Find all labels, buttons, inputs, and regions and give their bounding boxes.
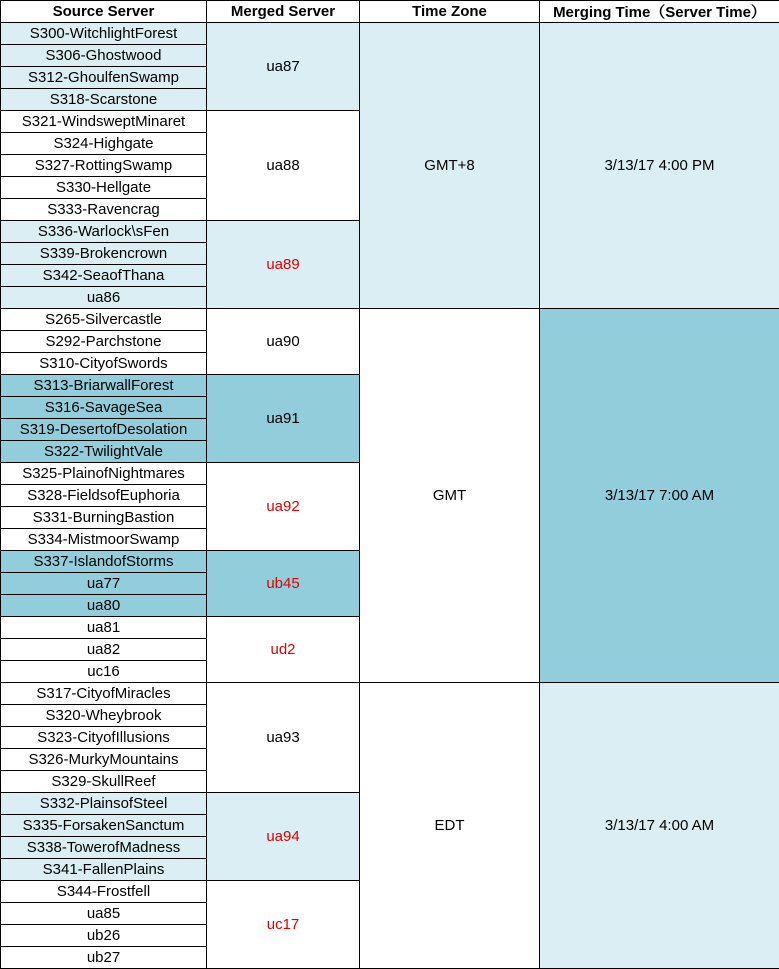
header-merging-time: Merging Time（Server Time） bbox=[540, 1, 779, 23]
source-server-cell: ua81 bbox=[1, 617, 207, 639]
table-row bbox=[1, 309, 779, 331]
source-server-cell: S316-SavageSea bbox=[1, 397, 207, 419]
source-server-cell: S321-WindsweptMinaret bbox=[1, 111, 207, 133]
source-server-cell: S322-TwilightVale bbox=[1, 441, 207, 463]
merging-time-cell: 3/13/17 7:00 AM bbox=[540, 309, 779, 683]
source-server-cell: S344-Frostfell bbox=[1, 881, 207, 903]
source-server-cell: S265-Silvercastle bbox=[1, 309, 207, 331]
source-server-cell: S339-Brokencrown bbox=[1, 243, 207, 265]
source-server-cell: S328-FieldsofEuphoria bbox=[1, 485, 207, 507]
source-server-cell: ub26 bbox=[1, 925, 207, 947]
header-source-server: Source Server bbox=[1, 1, 207, 23]
merged-server-cell: uc17 bbox=[207, 881, 360, 969]
source-server-cell: S331-BurningBastion bbox=[1, 507, 207, 529]
source-server-cell: S342-SeaofThana bbox=[1, 265, 207, 287]
source-server-cell: S324-Highgate bbox=[1, 133, 207, 155]
table-row bbox=[1, 23, 779, 45]
time-zone-cell: EDT bbox=[360, 683, 540, 969]
source-server-cell: S306-Ghostwood bbox=[1, 45, 207, 67]
source-server-cell: S336-Warlock\sFen bbox=[1, 221, 207, 243]
time-zone-cell: GMT+8 bbox=[360, 23, 540, 309]
source-server-cell: S330-Hellgate bbox=[1, 177, 207, 199]
merging-time-cell: 3/13/17 4:00 AM bbox=[540, 683, 779, 969]
source-server-cell: S335-ForsakenSanctum bbox=[1, 815, 207, 837]
source-server-cell: S292-Parchstone bbox=[1, 331, 207, 353]
source-server-cell: S318-Scarstone bbox=[1, 89, 207, 111]
merged-server-cell: ua90 bbox=[207, 309, 360, 375]
time-zone-cell: GMT bbox=[360, 309, 540, 683]
table-body bbox=[1, 23, 779, 969]
merged-server-cell: ua92 bbox=[207, 463, 360, 551]
source-server-cell: S333-Ravencrag bbox=[1, 199, 207, 221]
source-server-cell: S326-MurkyMountains bbox=[1, 749, 207, 771]
merged-server-cell: ua91 bbox=[207, 375, 360, 463]
source-server-cell: S313-BriarwallForest bbox=[1, 375, 207, 397]
merging-time-cell: 3/13/17 4:00 PM bbox=[540, 23, 779, 309]
source-server-cell: S341-FallenPlains bbox=[1, 859, 207, 881]
source-server-cell: uc16 bbox=[1, 661, 207, 683]
merged-server-cell: ua94 bbox=[207, 793, 360, 881]
source-server-cell: ua82 bbox=[1, 639, 207, 661]
source-server-cell: ua80 bbox=[1, 595, 207, 617]
header-row bbox=[1, 1, 779, 23]
source-server-cell: S327-RottingSwamp bbox=[1, 155, 207, 177]
source-server-cell: S323-CityofIllusions bbox=[1, 727, 207, 749]
source-server-cell: S300-WitchlightForest bbox=[1, 23, 207, 45]
source-server-cell: S337-IslandofStorms bbox=[1, 551, 207, 573]
merged-server-cell: ua87 bbox=[207, 23, 360, 111]
header-time-zone: Time Zone bbox=[360, 1, 540, 23]
source-server-cell: S317-CityofMiracles bbox=[1, 683, 207, 705]
merged-server-cell: ua93 bbox=[207, 683, 360, 793]
source-server-cell: S320-Wheybrook bbox=[1, 705, 207, 727]
source-server-cell: S312-GhoulfenSwamp bbox=[1, 67, 207, 89]
source-server-cell: ua85 bbox=[1, 903, 207, 925]
source-server-cell: S334-MistmoorSwamp bbox=[1, 529, 207, 551]
merged-server-cell: ud2 bbox=[207, 617, 360, 683]
source-server-cell: S325-PlainofNightmares bbox=[1, 463, 207, 485]
source-server-cell: S329-SkullReef bbox=[1, 771, 207, 793]
table-row bbox=[1, 683, 779, 705]
source-server-cell: S319-DesertofDesolation bbox=[1, 419, 207, 441]
source-server-cell: ua86 bbox=[1, 287, 207, 309]
source-server-cell: ua77 bbox=[1, 573, 207, 595]
source-server-cell: ub27 bbox=[1, 947, 207, 969]
merged-server-cell: ua88 bbox=[207, 111, 360, 221]
header-merged-server: Merged Server bbox=[207, 1, 360, 23]
merged-server-cell: ub45 bbox=[207, 551, 360, 617]
source-server-cell: S310-CityofSwords bbox=[1, 353, 207, 375]
source-server-cell: S332-PlainsofSteel bbox=[1, 793, 207, 815]
source-server-cell: S338-TowerofMadness bbox=[1, 837, 207, 859]
merged-server-cell: ua89 bbox=[207, 221, 360, 309]
